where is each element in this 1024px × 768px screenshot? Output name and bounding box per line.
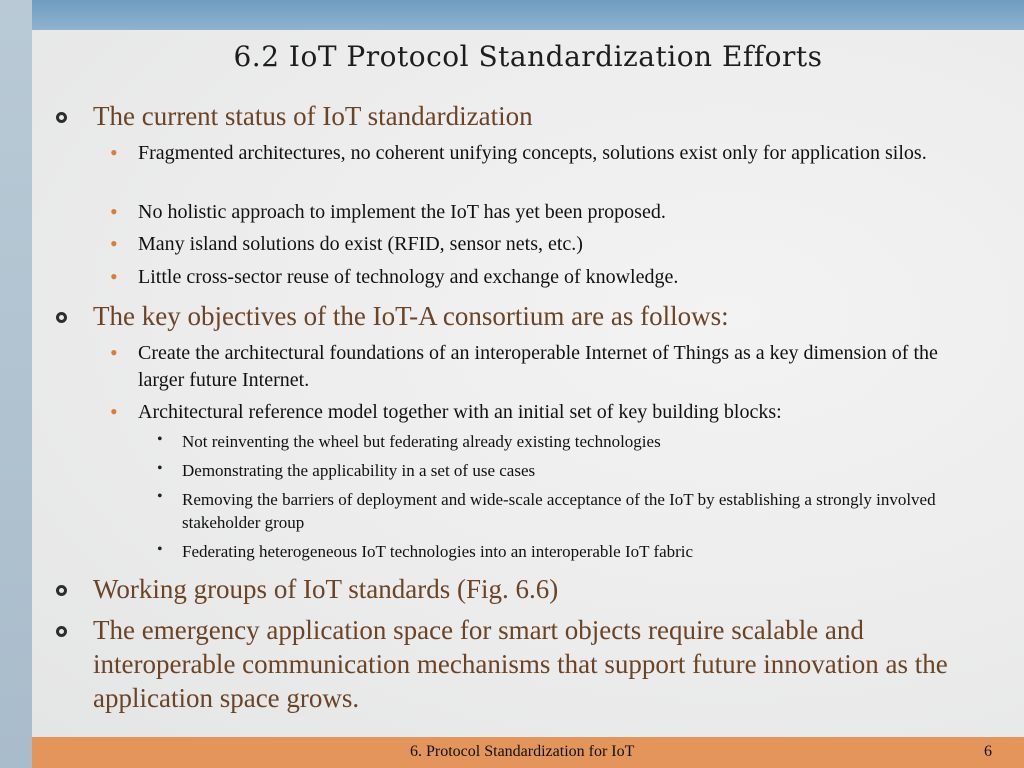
bullet-level1: The emergency application space for smart objects require scalable and interoperable communication mechanisms that support future innovation as the application space grows. (93, 615, 948, 713)
level3-bullet-icon: • (157, 460, 163, 477)
level3-bullet-icon: • (157, 541, 163, 558)
bullet-level2: No holistic approach to implement the IoT has yet been proposed. (138, 201, 666, 223)
level1-bullet-icon (56, 312, 67, 323)
level1-bullet-icon (56, 626, 67, 637)
bullet-level1: The key objectives of the IoT-A consortium are as follows: (93, 301, 729, 331)
level2-bullet-icon: • (110, 231, 118, 256)
bullet-level2: Fragmented architectures, no coherent unifying concepts, solutions exist only for application silos. (138, 142, 927, 164)
bullet-level1: Working groups of IoT standards (Fig. 6.6) (93, 574, 559, 604)
bullet-level3: Removing the barriers of deployment and wide-scale acceptance of the IoT by establishing a strongly involved stakeholder group (182, 490, 936, 532)
level2-bullet-icon: • (110, 140, 118, 165)
top-accent-band (32, 0, 1024, 30)
left-side-strip (0, 0, 32, 768)
bullet-level2: Create the architectural foundations of an interoperable Internet of Things as a key dimension of the larger future Internet. (138, 342, 938, 391)
bullet-level3: Federating heterogeneous IoT technologies into an interoperable IoT fabric (182, 542, 694, 561)
level1-bullet-icon (56, 112, 67, 123)
bullet-level1: The current status of IoT standardization (93, 101, 533, 131)
bullet-level2: Little cross-sector reuse of technology and exchange of knowledge. (138, 266, 679, 288)
level2-bullet-icon: • (110, 399, 118, 424)
level2-bullet-icon: • (110, 340, 118, 365)
level3-bullet-icon: • (157, 431, 163, 448)
bullet-level3: Demonstrating the applicability in a set of use cases (182, 461, 536, 480)
level1-bullet-icon (56, 585, 67, 596)
footer-label: 6. Protocol Standardization for IoT (410, 743, 635, 760)
bullet-level2: Many island solutions do exist (RFID, sensor nets, etc.) (138, 233, 583, 255)
bullet-level3: Not reinventing the wheel but federating already existing technologies (182, 432, 661, 451)
page-number: 6 (984, 743, 992, 760)
footer-bar (32, 737, 1024, 768)
level3-bullet-icon: • (157, 488, 163, 505)
level2-bullet-icon: • (110, 199, 118, 224)
slide-title: 6.2 IoT Protocol Standardization Efforts (233, 40, 823, 73)
bullet-level2: Architectural reference model together with an initial set of key building blocks: (138, 401, 782, 423)
level2-bullet-icon: • (110, 264, 118, 289)
